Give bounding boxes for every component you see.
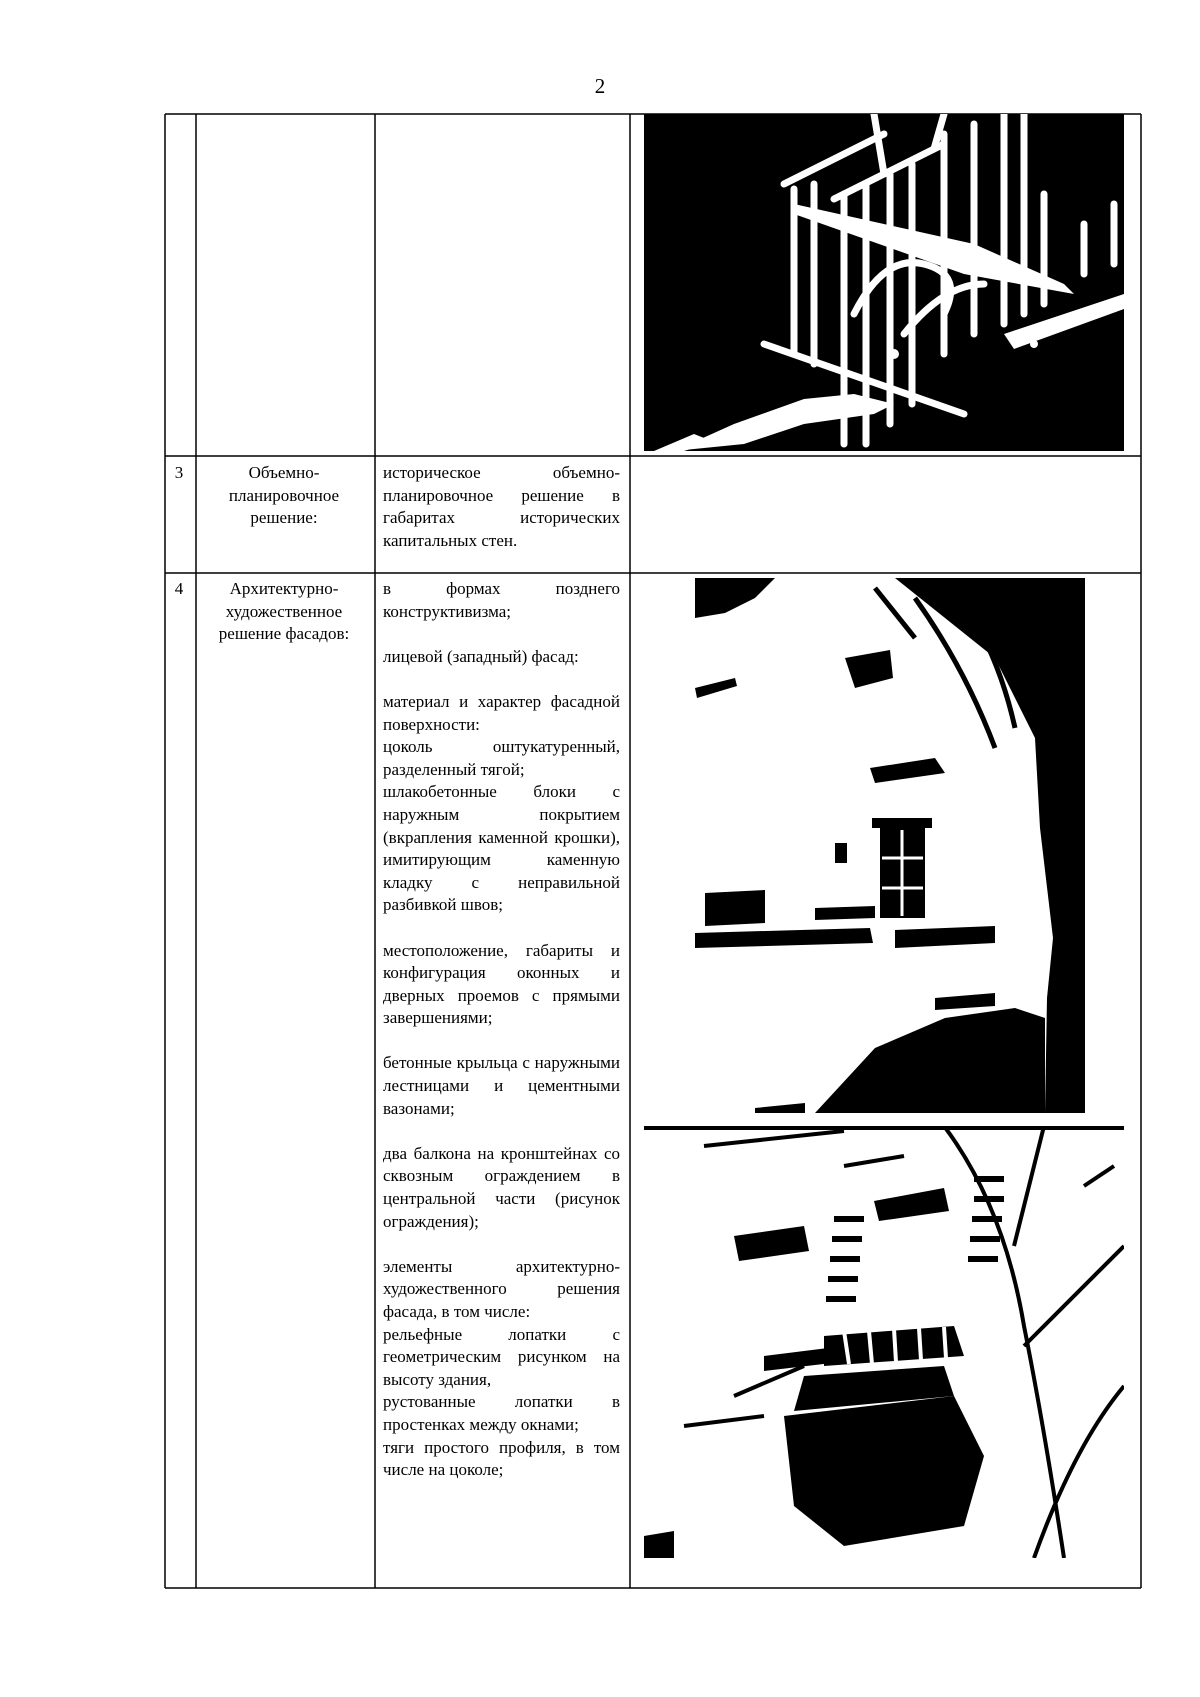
row-4-paragraph-balconies: два балкона на кронштейнах со сквозным ограждением в центральной части (рисунок ограждения); [383,1143,620,1231]
row-4-number: 4 [174,579,184,598]
row-4-paragraph-material: материал и характер фасадной поверхности: цоколь оштукатуренный, разделенный тягой; шлакобетонные блоки с наружным покрытием (вкрапления каменной крошки), имитирующим каменную кладку с неправильной разбивкой швов; [383,691,620,915]
row-4-paragraph-openings: местоположение, габариты и конфигурация оконных и дверных проемов с прямыми завершениями; [383,940,620,1028]
balcony-railing-photo [644,114,1124,451]
row-3-name-text: Объемно-планировочное решение: [228,463,340,528]
row-4-paragraph-facade: лицевой (западный) фасад: [383,646,579,666]
row-4-paragraph-elements: элементы архитектурно-художественного решения фасада, в том числе: рельефные лопатки с геометрическим рисунком на высоту здания, рустованные лопатки в простенках между окнами; тяги простого профиля, в том числе на цоколе; [383,1256,620,1480]
row-3-description [383,462,620,552]
row-4-name [200,578,368,646]
facade-photo-lower-floor [695,578,1085,1113]
row-3-number: 3 [174,463,184,482]
facade-photo-balcony [644,1126,1124,1558]
row-4-paragraph-porches: бетонные крыльца с наружными лестницами и цементными вазонами; [383,1053,620,1118]
row-4-description [383,578,620,1482]
row-4-name-text: Архитектурно-художественное решение фасадов: [218,579,350,644]
row-4-paragraph-style: в формах позднего конструктивизма; [383,579,620,621]
page-number: 2 [594,74,606,98]
row-3-paragraph: историческое объемно-планировочное решение в габаритах исторических капитальных стен. [383,463,620,550]
row-3-name [200,462,368,530]
